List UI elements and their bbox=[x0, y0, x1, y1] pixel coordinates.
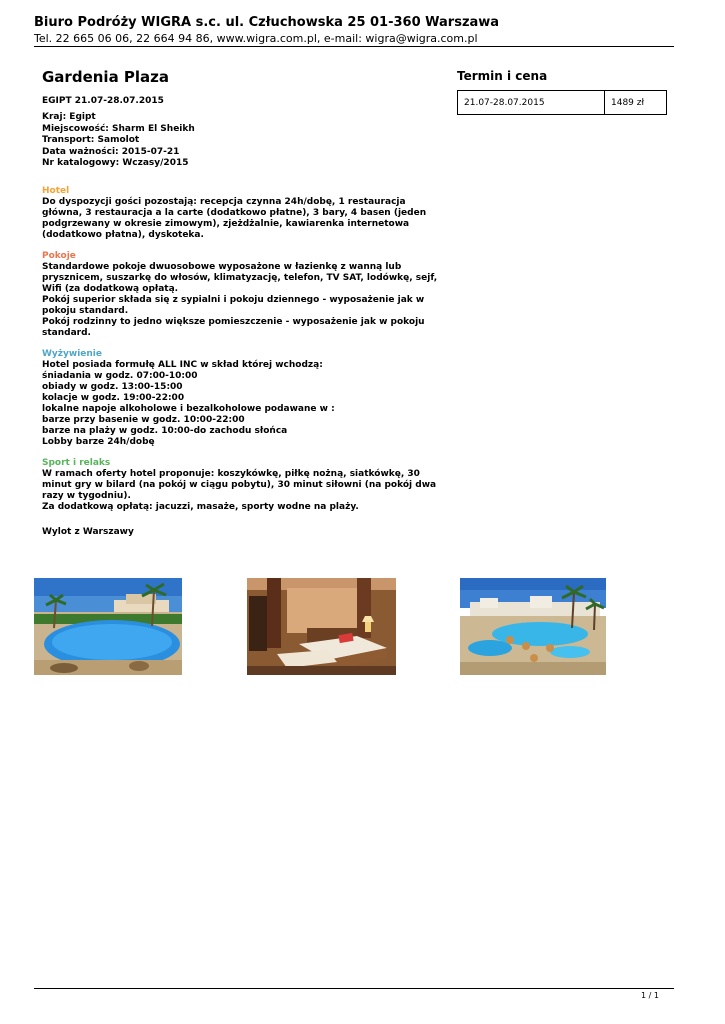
hotel-photo-resort bbox=[460, 578, 606, 675]
offer-title: Gardenia Plaza bbox=[42, 68, 170, 86]
fact-country: Kraj: Egipt bbox=[42, 112, 96, 122]
section-heading: Wyżywienie bbox=[42, 349, 102, 359]
section-heading: Sport i relaks bbox=[42, 458, 111, 468]
section-text: Do dyspozycji gości pozostają: recepcja czynna 24h/dobę, 1 restauracja główna, 3 restauracja a la carte (dodatkowo płatne), 3 bary, 4 basen (jeden podgrzewany w okresie zimowym), zjeżdżalnie, kawiarenka internetowa (dodatkowo płatna), dyskoteka. bbox=[42, 197, 427, 240]
price-amount: 1489 zł bbox=[605, 91, 667, 115]
section-text: lokalne napoje alkoholowe i bezalkoholowe podawane w : bbox=[42, 404, 335, 414]
price-dates: 21.07-28.07.2015 bbox=[458, 91, 605, 115]
table-row bbox=[458, 91, 667, 115]
fact-transport: Transport: Samolot bbox=[42, 135, 140, 145]
departure-info: Wylot z Warszawy bbox=[42, 527, 134, 537]
company-name: Biuro Podróży WIGRA s.c. ul. Człuchowska 25 01-360 Warszawa bbox=[34, 15, 500, 30]
section-text: barze przy basenie w godz. 10:00-22:00 bbox=[42, 415, 245, 425]
section-text: kolacje w godz. 19:00-22:00 bbox=[42, 393, 185, 403]
fact-valid-date: Data ważności: 2015-07-21 bbox=[42, 146, 180, 157]
section-text: Standardowe pokoje dwuosobowe wyposażone w łazienkę z wanną lub prysznicem, suszarkę do włosów, klimatyzację, telefon, TV SAT, lodówkę, sejf, Wifi (za dodatkową opłatą. bbox=[42, 262, 438, 294]
section-board bbox=[42, 349, 447, 448]
header-divider bbox=[34, 46, 674, 47]
section-heading: Hotel bbox=[42, 186, 70, 196]
section-text: barze na plaży w godz. 10:00-do zachodu słońca bbox=[42, 426, 288, 436]
section-text: Pokój superior składa się z sypialni i pokoju dziennego - wyposażenie jak w pokoju standard. bbox=[42, 295, 425, 316]
section-text: Hotel posiada formułę ALL INC w skład której wchodzą: bbox=[42, 360, 323, 370]
company-contact: Tel. 22 665 06 06, 22 664 94 86, www.wigra.com.pl, e-mail: wigra@wigra.com.pl bbox=[34, 32, 478, 45]
page-number: 1 / 1 bbox=[641, 991, 659, 1000]
section-text: Pokój rodzinny to jedno większe pomieszczenie - wyposażenie jak w pokoju standard. bbox=[42, 317, 425, 338]
fact-location: Miejscowość: Sharm El Sheikh bbox=[42, 123, 195, 134]
footer-divider bbox=[34, 988, 674, 989]
section-text: Lobby barze 24h/dobę bbox=[42, 437, 155, 447]
page-header bbox=[34, 14, 674, 46]
section-text: śniadania w godz. 07:00-10:00 bbox=[42, 371, 198, 381]
hotel-photo-pool bbox=[34, 578, 182, 675]
fact-catalog-number: Nr katalogowy: Wczasy/2015 bbox=[42, 158, 189, 168]
trip-code: EGIPT 21.07-28.07.2015 bbox=[42, 96, 164, 106]
section-text: W ramach oferty hotel proponuje: koszykówkę, piłkę nożną, siatkówkę, 30 minut gry w bilard (na pokój w ciągu pobytu), 30 minut siłowni (na pokój dwa razy w tygodniu). bbox=[42, 469, 437, 501]
section-text: obiady w godz. 13:00-15:00 bbox=[42, 382, 183, 392]
offer-facts bbox=[42, 112, 195, 170]
section-heading: Pokoje bbox=[42, 251, 76, 261]
section-sport bbox=[42, 458, 447, 513]
hotel-photo-room bbox=[247, 578, 396, 675]
section-rooms bbox=[42, 251, 447, 339]
term-price-heading: Termin i cena bbox=[457, 69, 548, 83]
offer-description bbox=[42, 186, 447, 538]
price-table bbox=[457, 90, 667, 115]
section-hotel bbox=[42, 186, 447, 241]
section-text: Za dodatkową opłatą: jacuzzi, masaże, sporty wodne na plaży. bbox=[42, 502, 359, 512]
